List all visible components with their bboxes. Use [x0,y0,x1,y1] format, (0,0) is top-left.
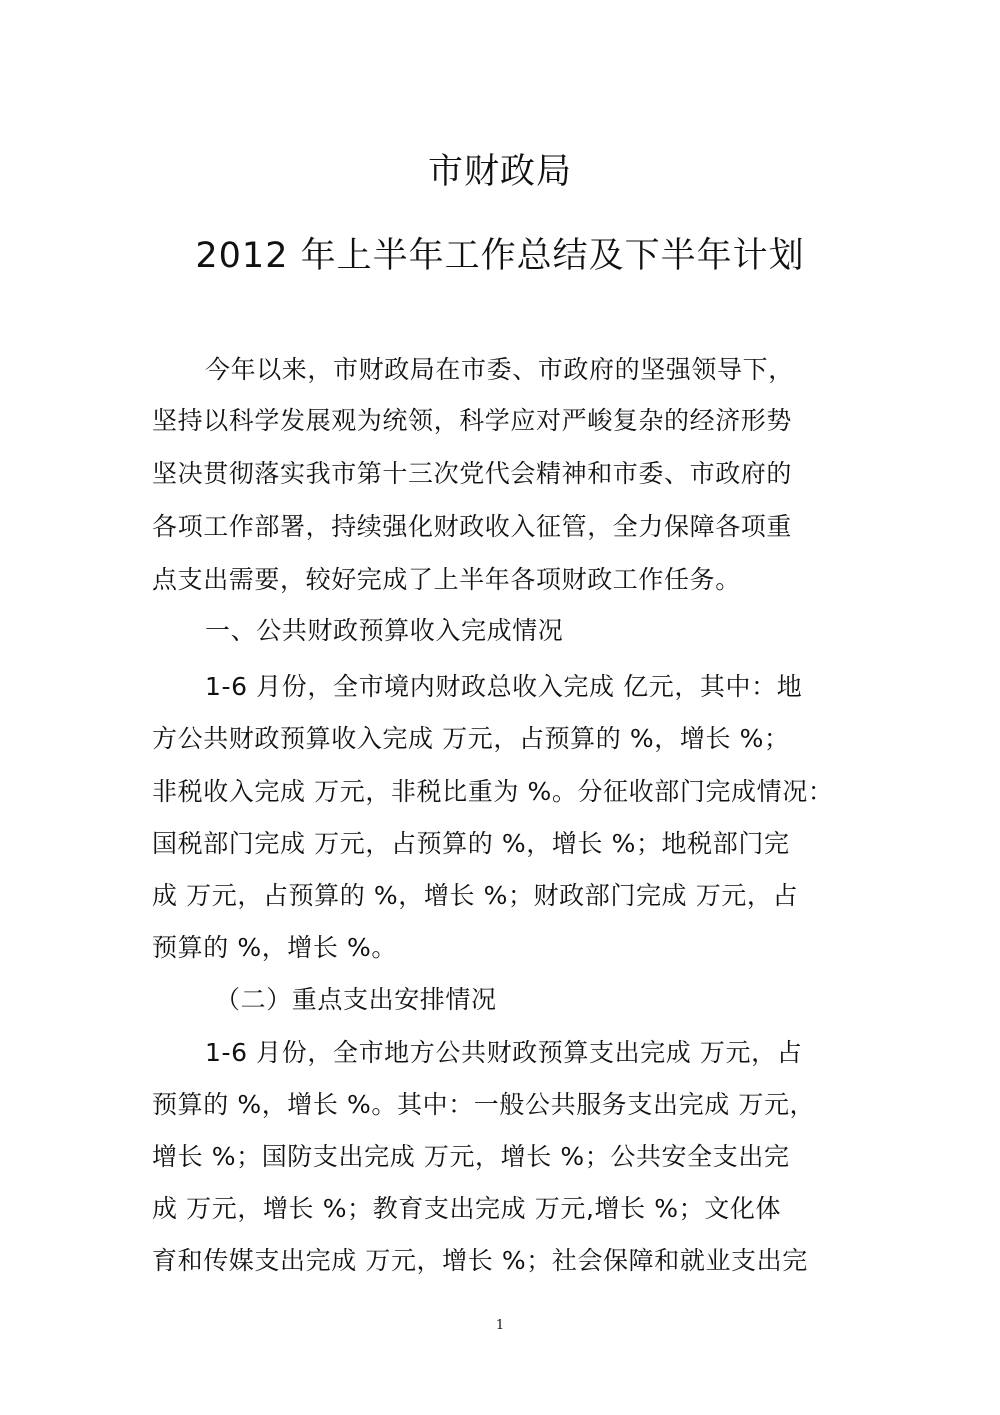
document-title-line1: 市财政局 [427,152,572,192]
paragraph-line: 国税部门完成 万元，占预算的 %，增长 %；地税部门完 [152,829,790,858]
paragraph-line: 预算的 %，增长 %。 [152,933,398,962]
paragraph-line: 1-6 月份，全市境内财政总收入完成 亿元，其中：地 [205,672,803,701]
paragraph-line: 成 万元，占预算的 %，增长 %；财政部门完成 万元，占 [152,881,799,910]
section-heading: （二）重点支出安排情况 [215,985,497,1014]
paragraph-line: 预算的 %，增长 %。其中：一般公共服务支出完成 万元， [152,1090,816,1119]
page-number: 1 [495,1318,505,1333]
paragraph-line: 1-6 月份，全市地方公共财政预算支出完成 万元，占 [205,1038,803,1067]
paragraph-line: 非税收入完成 万元，非税比重为 %。分征收部门完成情况： [152,777,834,806]
paragraph-line: 点支出需要，较好完成了上半年各项财政工作任务。 [152,565,741,594]
section-heading: 一、公共财政预算收入完成情况 [205,616,564,645]
paragraph-line: 坚持以科学发展观为统领，科学应对严峻复杂的经济形势 [152,406,793,435]
paragraph-line: 坚决贯彻落实我市第十三次党代会精神和市委、市政府的 [152,459,793,488]
paragraph-line: 成 万元，增长 %；教育支出完成 万元,增长 %；文化体 [152,1194,782,1223]
paragraph-line: 育和传媒支出完成 万元，增长 %；社会保障和就业支出完 [152,1246,808,1275]
paragraph-line: 增长 %；国防支出完成 万元，增长 %；公共安全支出完 [152,1142,790,1171]
paragraph-line: 方公共财政预算收入完成 万元，占预算的 %，增长 %； [152,724,790,753]
paragraph-line: 各项工作部署，持续强化财政收入征管，全力保障各项重 [152,512,793,541]
paragraph-line: 今年以来，市财政局在市委、市政府的坚强领导下， [205,355,794,384]
document-title-line2: 2012 年上半年工作总结及下半年计划 [195,236,805,276]
